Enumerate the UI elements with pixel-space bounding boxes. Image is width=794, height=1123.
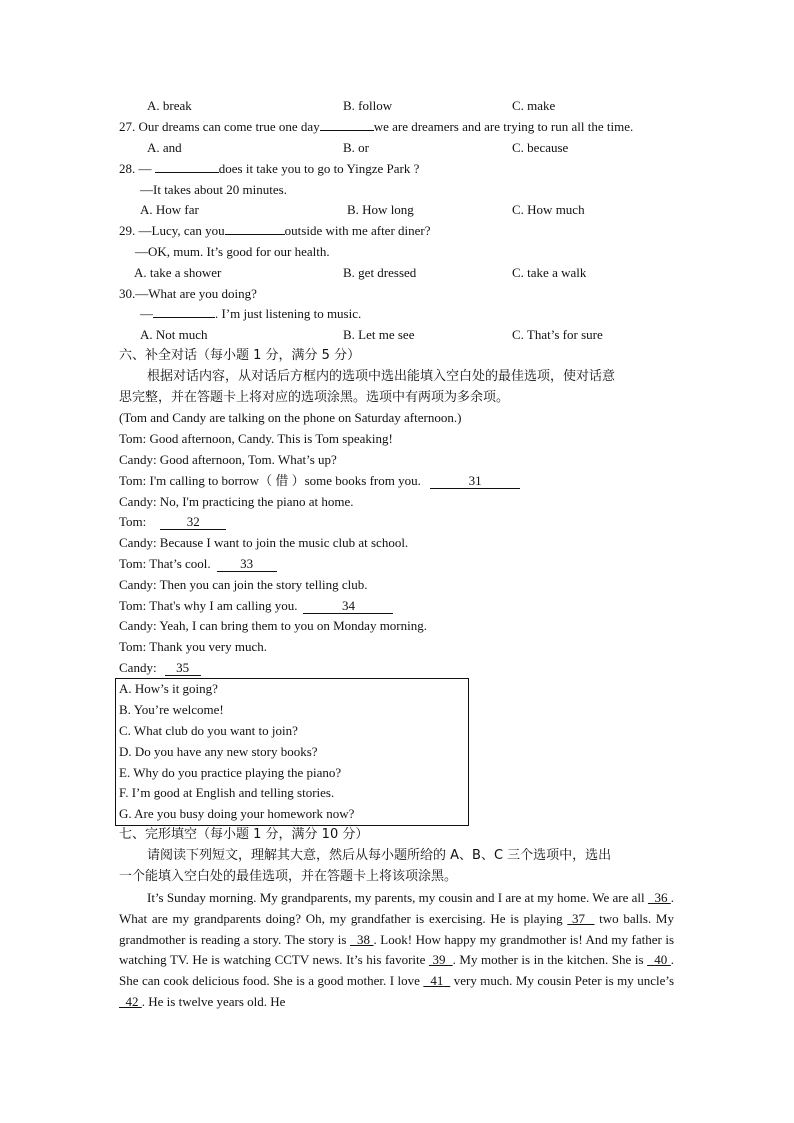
dialogue-option-d: D. Do you have any new story books? xyxy=(119,744,318,759)
blank-35: 35 xyxy=(165,661,201,676)
q30-option-b: B. Let me see xyxy=(343,327,415,342)
q27-option-c: C. because xyxy=(512,140,569,155)
section6-heading: 六、补全对话（每小题 1 分，满分 5 分） xyxy=(119,348,361,363)
q27-stem: 27. Our dreams can come true one day we are dreamers and are trying to run all the time. xyxy=(119,119,634,134)
section6-instruction-1: 根据对话内容，从对话后方框内的选项中选出能填入空白处的最佳选项，使对话意 xyxy=(147,369,616,384)
q28-option-a: A. How far xyxy=(140,202,199,217)
section6-instruction-2: 思完整，并在答题卡上将对应的选项涂黑。选项中有两项为多余项。 xyxy=(119,390,510,405)
q28-stem: 28. — does it take you to go to Yingze Park ? xyxy=(119,161,420,176)
dialogue-line-5: Tom: 32 xyxy=(119,514,226,530)
q30-option-a: A. Not much xyxy=(140,327,208,342)
dialogue-line-11: Tom: Thank you very much. xyxy=(119,639,267,654)
blank-36: 36 xyxy=(654,890,668,905)
dialogue-option-f: F. I’m good at English and telling stories. xyxy=(119,785,335,800)
dialogue-context: (Tom and Candy are talking on the phone on Saturday afternoon.) xyxy=(119,410,462,425)
blank-37: 37 xyxy=(572,910,586,926)
dialogue-option-b: B. You’re welcome! xyxy=(119,702,224,717)
dialogue-line-10: Candy: Yeah, I can bring them to you on Monday morning. xyxy=(119,618,427,633)
dialogue-option-e: E. Why do you practice playing the piano? xyxy=(119,765,342,780)
q29-blank xyxy=(225,234,285,235)
blank-42: 42 xyxy=(125,993,139,1009)
q26-option-a: A. break xyxy=(147,98,192,113)
section7-heading: 七、完形填空（每小题 1 分，满分 10 分） xyxy=(119,827,369,842)
blank-32: 32 xyxy=(160,515,226,530)
dialogue-line-1: Tom: Good afternoon, Candy. This is Tom speaking! xyxy=(119,431,393,446)
dialogue-line-3: Tom: I'm calling to borrow（ 借 ）some books from you. 31 xyxy=(119,473,520,490)
q26-option-c: C. make xyxy=(512,98,556,113)
q27-option-b: B. or xyxy=(343,140,369,155)
dialogue-line-4: Candy: No, I'm practicing the piano at home. xyxy=(119,494,354,509)
section7-instruction-1: 请阅读下列短文，理解其大意，然后从每小题所给的 A、B、C 三个选项中，选出 xyxy=(147,848,612,863)
blank-39: 39 xyxy=(432,952,446,968)
q29-stem: 29. —Lucy, can you outside with me after diner? xyxy=(119,223,431,238)
q30-option-c: C. That’s for sure xyxy=(512,327,603,342)
dialogue-line-12: Candy: 35 xyxy=(119,660,201,676)
q28-option-b: B. How long xyxy=(347,202,414,217)
q29-option-a: A. take a shower xyxy=(134,265,222,280)
q26-option-b: B. follow xyxy=(343,98,393,113)
dialogue-line-7: Tom: That’s cool. 33 xyxy=(119,556,277,572)
blank-41: 41 xyxy=(430,973,444,989)
q30-reply: — . I’m just listening to music. xyxy=(140,306,362,321)
q29-option-c: C. take a walk xyxy=(512,265,587,280)
blank-38: 38 xyxy=(357,931,371,947)
cloze-passage: It’s Sunday morning. My grandparents, my parents, my cousin and I are at my home. We are all 36 . What are my grandparents doing? Oh, my grandfather is exercising. He is playing 37 two balls. My grandmother is reading a story. The story is 38 . Look! How happy my grandmother is! And my father is watching TV. He is watching CCTV news. It’s his favorite 39 . My mother is in the kitchen. She is 40 . She can cook delicious food. She is a good mother. I love 41 very much. My cousin Peter is my uncle’s 42 . He is twelve years old. He xyxy=(119,890,675,1009)
blank-31: 31 xyxy=(430,474,520,489)
dialogue-line-2: Candy: Good afternoon, Tom. What’s up? xyxy=(119,452,337,467)
q28-blank xyxy=(155,172,219,173)
dialogue-option-g: G. Are you busy doing your homework now? xyxy=(119,806,355,821)
section7-instruction-2: 一个能填入空白处的最佳选项，并在答题卡上将该项涂黑。 xyxy=(119,869,458,884)
blank-34: 34 xyxy=(303,599,393,614)
dialogue-line-6: Candy: Because I want to join the music club at school. xyxy=(119,535,409,550)
q27-option-a: A. and xyxy=(147,140,182,155)
q27-blank xyxy=(320,130,374,131)
q29-option-b: B. get dressed xyxy=(343,265,417,280)
dialogue-option-a: A. How’s it going? xyxy=(119,681,218,696)
q30-stem: 30.—What are you doing? xyxy=(119,286,257,301)
q30-blank xyxy=(153,317,215,318)
blank-40: 40 xyxy=(654,952,668,968)
blank-33: 33 xyxy=(217,557,277,572)
q28-reply: —It takes about 20 minutes. xyxy=(140,182,287,197)
dialogue-line-9: Tom: That's why I am calling you. 34 xyxy=(119,598,393,614)
q29-reply: —OK, mum. It’s good for our health. xyxy=(135,244,330,259)
dialogue-line-8: Candy: Then you can join the story telling club. xyxy=(119,577,368,592)
q28-option-c: C. How much xyxy=(512,202,585,217)
dialogue-option-c: C. What club do you want to join? xyxy=(119,723,298,738)
